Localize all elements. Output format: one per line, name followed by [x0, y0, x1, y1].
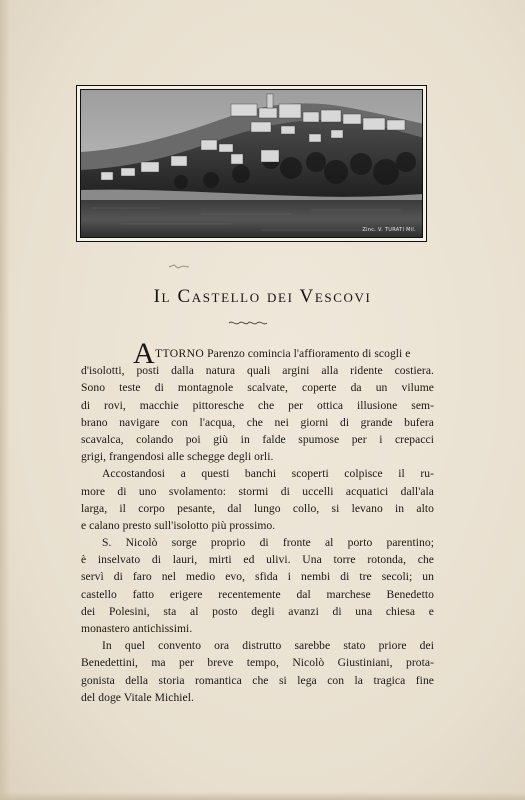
text-line: d'isolotti, posti dalla natura quali argini alla ridente costiera.	[81, 364, 434, 378]
text-line: more di uno svolamento: stormi di uccelli acquatici dall'ala	[81, 484, 434, 498]
text-line: S. Nicolò sorge proprio di fronte al porto parentino;	[102, 536, 434, 550]
illustration-plate	[76, 85, 427, 242]
text-line: dei Polesini, sta al posto degli avanzi di una chiesa e	[81, 604, 434, 618]
text-line: del doge Vitale Michiel.	[81, 690, 194, 704]
ink-smudge	[168, 264, 190, 270]
text-line: scavalca, colando poi giù in falde spumose per i crepacci	[81, 432, 434, 446]
page-shadow-bottom	[0, 792, 525, 800]
text-line: e calano presto sull'isolotto più prossimo.	[81, 518, 276, 532]
text-line: Sono teste di montagnole scalvate, coperte da un vilume	[81, 381, 434, 395]
text-line: brano navigare con l'acqua, che nei giorni di grande bufera	[81, 415, 434, 429]
text-line: di rovi, macchie pittoresche che per ottica illusione sem-	[81, 398, 434, 412]
text-line: è inselvato di lauri, mirti ed ulivi. Una torre rotonda, che	[81, 553, 434, 567]
illustration-photo	[80, 89, 423, 238]
text-line: In quel convento ora distrutto sarebbe stato priore dei	[102, 639, 434, 653]
text-line: gonista della storia romantica che si lega con la tragica fine	[81, 673, 434, 687]
text-line: castello fatto erigere recentemente dal marchese Benedetto	[81, 587, 434, 601]
text-line: larga, il corpo pesante, dal lungo collo, si levano in alto	[81, 501, 434, 515]
text-line: Accostandosi a questi banchi scoperti colpisce il ru-	[102, 467, 434, 481]
engraver-credit: Zinc. V. TURATI Mil.	[362, 227, 416, 233]
paragraph-opening	[81, 337, 434, 370]
text-line: Parenzo comincia l'affioramento di scogli e	[207, 347, 411, 360]
text-line: monastero antichissimi.	[81, 622, 193, 635]
text-line: Benedettini, ma per breve tempo, Nicolò Giustiniani, prota-	[81, 656, 434, 670]
drop-cap: A	[133, 337, 155, 370]
chapter-title: Il Castello dei Vescovi	[153, 286, 372, 307]
text-line: grigi, frangendosi alle schegge degli orli.	[81, 450, 274, 464]
title-ornament	[227, 318, 269, 328]
text-line: servì di faro nel medio evo, sfida i nembi di tre secoli; un	[81, 570, 434, 584]
castle-hillside-image	[81, 90, 423, 238]
page-shadow-left	[0, 0, 10, 800]
body-text	[81, 337, 434, 706]
opening-word: TTORNO	[155, 347, 205, 360]
